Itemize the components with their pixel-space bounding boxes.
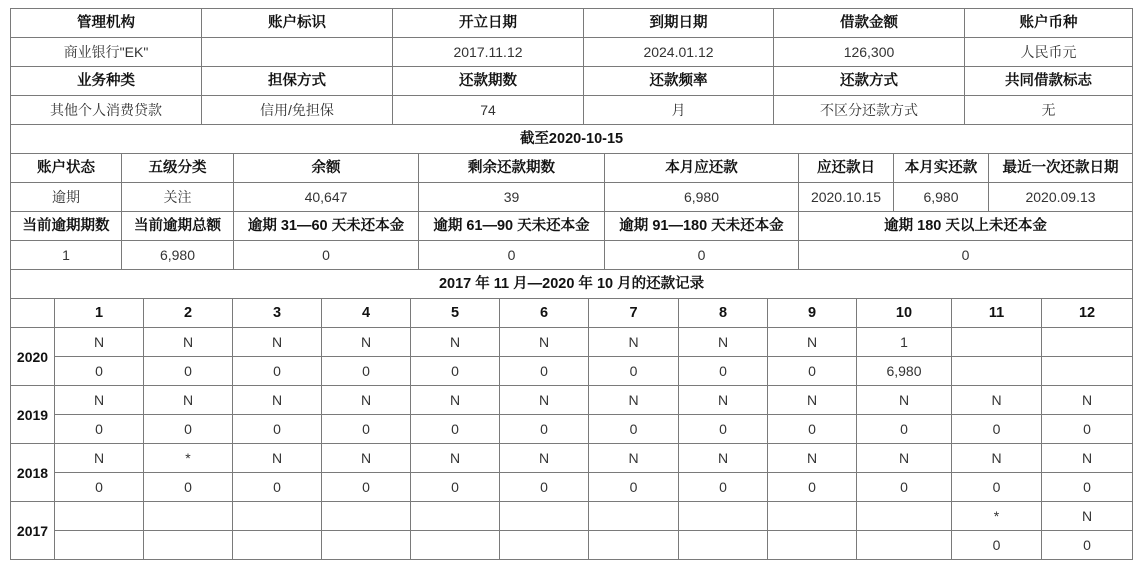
label-last-payment-date: 最近一次还款日期 bbox=[989, 154, 1133, 183]
label-due-date: 到期日期 bbox=[584, 9, 774, 38]
record-amount-cell: 0 bbox=[768, 473, 857, 502]
label-remaining-periods: 剩余还款期数 bbox=[419, 154, 605, 183]
label-account-status: 账户状态 bbox=[11, 154, 122, 183]
label-open-date: 开立日期 bbox=[393, 9, 584, 38]
record-amount-cell: 0 bbox=[679, 357, 768, 386]
as-of-row bbox=[11, 125, 1133, 154]
label-five-level-classification: 五级分类 bbox=[122, 154, 234, 183]
record-year: 2017 bbox=[11, 502, 55, 560]
record-amount-cell bbox=[857, 531, 952, 560]
record-status-cell: N bbox=[144, 386, 233, 415]
record-amount-cell: 0 bbox=[679, 415, 768, 444]
record-year: 2019 bbox=[11, 386, 55, 444]
record-status-cell: N bbox=[952, 444, 1042, 473]
record-status-cell bbox=[322, 502, 411, 531]
record-amount-cell: 0 bbox=[411, 415, 500, 444]
value-overdue-61-90-principal: 0 bbox=[419, 241, 605, 270]
record-amount-cell bbox=[768, 531, 857, 560]
record-amount-cell: 0 bbox=[768, 415, 857, 444]
record-amount-cell bbox=[322, 531, 411, 560]
record-year: 2020 bbox=[11, 328, 55, 386]
account-info-labels-row-2 bbox=[11, 67, 1133, 96]
record-amount-cell: 0 bbox=[55, 473, 144, 502]
record-amount-cell: 0 bbox=[55, 357, 144, 386]
record-status-cell: N bbox=[768, 386, 857, 415]
account-info-table bbox=[10, 8, 1133, 125]
record-amount-cell: 0 bbox=[589, 415, 679, 444]
record-status-cell bbox=[589, 502, 679, 531]
month-header-cell: 8 bbox=[679, 299, 768, 328]
record-amount-cell: 0 bbox=[1042, 473, 1133, 502]
record-status-cell bbox=[857, 502, 952, 531]
label-management-org: 管理机构 bbox=[11, 9, 202, 38]
label-repayment-frequency: 还款频率 bbox=[584, 67, 774, 96]
record-status-cell bbox=[952, 328, 1042, 357]
status-values-row-2 bbox=[11, 241, 1133, 270]
value-five-level-classification: 关注 bbox=[122, 183, 234, 212]
record-amount-cell: 0 bbox=[144, 415, 233, 444]
record-row-amount bbox=[11, 357, 1133, 386]
record-status-cell: N bbox=[679, 328, 768, 357]
record-status-cell bbox=[233, 502, 322, 531]
label-overdue-31-60-principal: 逾期 31—60 天未还本金 bbox=[234, 212, 419, 241]
record-amount-cell bbox=[144, 531, 233, 560]
value-current-overdue-periods: 1 bbox=[11, 241, 122, 270]
value-due-date: 2024.01.12 bbox=[584, 38, 774, 67]
record-status-cell: N bbox=[857, 444, 952, 473]
record-amount-cell: 0 bbox=[952, 415, 1042, 444]
value-repayment-periods: 74 bbox=[393, 96, 584, 125]
label-paid-this-month: 本月实还款 bbox=[894, 154, 989, 183]
month-header-cell: 5 bbox=[411, 299, 500, 328]
record-row-status bbox=[11, 386, 1133, 415]
record-status-cell: N bbox=[55, 328, 144, 357]
record-amount-cell: 0 bbox=[322, 357, 411, 386]
as-of-date-title: 截至2020-10-15 bbox=[11, 125, 1133, 154]
record-year: 2018 bbox=[11, 444, 55, 502]
record-status-cell: N bbox=[952, 386, 1042, 415]
record-amount-cell: 0 bbox=[233, 473, 322, 502]
label-due-this-month: 本月应还款 bbox=[605, 154, 799, 183]
record-status-cell: N bbox=[322, 328, 411, 357]
record-row-status bbox=[11, 502, 1133, 531]
record-status-cell: N bbox=[233, 386, 322, 415]
value-joint-borrowing-flag: 无 bbox=[965, 96, 1133, 125]
month-header-cell: 3 bbox=[233, 299, 322, 328]
label-current-overdue-periods: 当前逾期期数 bbox=[11, 212, 122, 241]
month-header-cell: 7 bbox=[589, 299, 679, 328]
record-amount-cell: 0 bbox=[857, 415, 952, 444]
record-status-cell: N bbox=[589, 328, 679, 357]
record-amount-cell: 0 bbox=[322, 415, 411, 444]
value-overdue-31-60-principal: 0 bbox=[234, 241, 419, 270]
value-repayment-frequency: 月 bbox=[584, 96, 774, 125]
record-amount-cell: 6,980 bbox=[857, 357, 952, 386]
value-account-id bbox=[202, 38, 393, 67]
record-status-cell: N bbox=[55, 386, 144, 415]
status-labels-row-1 bbox=[11, 154, 1133, 183]
repayment-record-title-row bbox=[11, 270, 1133, 299]
value-currency: 人民币元 bbox=[965, 38, 1133, 67]
record-amount-cell: 0 bbox=[144, 357, 233, 386]
account-info-labels-row-1 bbox=[11, 9, 1133, 38]
record-amount-cell: 0 bbox=[857, 473, 952, 502]
record-row-amount bbox=[11, 415, 1133, 444]
record-status-cell: N bbox=[679, 386, 768, 415]
month-header-cell: 10 bbox=[857, 299, 952, 328]
value-last-payment-date: 2020.09.13 bbox=[989, 183, 1133, 212]
record-status-cell: N bbox=[411, 444, 500, 473]
record-row-amount bbox=[11, 473, 1133, 502]
record-amount-cell: 0 bbox=[233, 357, 322, 386]
label-overdue-91-180-principal: 逾期 91—180 天未还本金 bbox=[605, 212, 799, 241]
value-remaining-periods: 39 bbox=[419, 183, 605, 212]
record-amount-cell: 0 bbox=[768, 357, 857, 386]
value-open-date: 2017.11.12 bbox=[393, 38, 584, 67]
month-header-cell: 1 bbox=[55, 299, 144, 328]
value-business-type: 其他个人消费贷款 bbox=[11, 96, 202, 125]
record-status-cell: N bbox=[233, 444, 322, 473]
value-balance: 40,647 bbox=[234, 183, 419, 212]
repayment-record-table bbox=[10, 269, 1133, 560]
value-overdue-91-180-principal: 0 bbox=[605, 241, 799, 270]
record-status-cell: N bbox=[1042, 444, 1133, 473]
account-status-table bbox=[10, 124, 1133, 270]
record-status-cell: N bbox=[500, 386, 589, 415]
record-status-cell: N bbox=[411, 386, 500, 415]
status-labels-row-2 bbox=[11, 212, 1133, 241]
label-business-type: 业务种类 bbox=[11, 67, 202, 96]
record-status-cell: N bbox=[233, 328, 322, 357]
record-status-cell: N bbox=[500, 444, 589, 473]
record-status-cell bbox=[1042, 328, 1133, 357]
record-amount-cell bbox=[589, 531, 679, 560]
account-info-values-row-2 bbox=[11, 96, 1133, 125]
record-status-cell: N bbox=[500, 328, 589, 357]
record-status-cell: N bbox=[55, 444, 144, 473]
status-values-row-1 bbox=[11, 183, 1133, 212]
label-current-overdue-amount: 当前逾期总额 bbox=[122, 212, 234, 241]
value-due-this-month: 6,980 bbox=[605, 183, 799, 212]
record-amount-cell: 0 bbox=[144, 473, 233, 502]
credit-account-report bbox=[10, 8, 1132, 560]
record-status-cell: N bbox=[768, 444, 857, 473]
value-current-overdue-amount: 6,980 bbox=[122, 241, 234, 270]
record-amount-cell: 0 bbox=[679, 473, 768, 502]
record-status-cell bbox=[500, 502, 589, 531]
record-status-cell: N bbox=[322, 444, 411, 473]
value-guarantee-method: 信用/免担保 bbox=[202, 96, 393, 125]
label-loan-amount: 借款金额 bbox=[774, 9, 965, 38]
record-row-status bbox=[11, 328, 1133, 357]
label-overdue-180-plus-principal: 逾期 180 天以上未还本金 bbox=[799, 212, 1133, 241]
year-column-header bbox=[11, 299, 55, 328]
record-amount-cell: 0 bbox=[589, 357, 679, 386]
record-status-cell: N bbox=[589, 386, 679, 415]
record-amount-cell: 0 bbox=[500, 357, 589, 386]
record-amount-cell bbox=[500, 531, 589, 560]
record-status-cell: N bbox=[1042, 502, 1133, 531]
month-header-cell: 11 bbox=[952, 299, 1042, 328]
record-status-cell: * bbox=[952, 502, 1042, 531]
record-amount-cell bbox=[1042, 357, 1133, 386]
record-amount-cell: 0 bbox=[55, 415, 144, 444]
record-status-cell: N bbox=[768, 328, 857, 357]
record-amount-cell: 0 bbox=[411, 357, 500, 386]
label-repayment-method: 还款方式 bbox=[774, 67, 965, 96]
label-currency: 账户币种 bbox=[965, 9, 1133, 38]
label-balance: 余额 bbox=[234, 154, 419, 183]
record-status-cell bbox=[679, 502, 768, 531]
record-status-cell: N bbox=[679, 444, 768, 473]
account-info-values-row-1 bbox=[11, 38, 1133, 67]
label-joint-borrowing-flag: 共同借款标志 bbox=[965, 67, 1133, 96]
value-loan-amount: 126,300 bbox=[774, 38, 965, 67]
label-account-id: 账户标识 bbox=[202, 9, 393, 38]
record-status-cell bbox=[768, 502, 857, 531]
record-status-cell bbox=[144, 502, 233, 531]
value-repayment-method: 不区分还款方式 bbox=[774, 96, 965, 125]
record-status-cell: 1 bbox=[857, 328, 952, 357]
record-status-cell: N bbox=[857, 386, 952, 415]
record-amount-cell bbox=[411, 531, 500, 560]
record-amount-cell bbox=[679, 531, 768, 560]
record-amount-cell: 0 bbox=[500, 473, 589, 502]
record-amount-cell: 0 bbox=[589, 473, 679, 502]
record-amount-cell: 0 bbox=[952, 473, 1042, 502]
record-amount-cell bbox=[233, 531, 322, 560]
record-amount-cell: 0 bbox=[1042, 415, 1133, 444]
record-status-cell: * bbox=[144, 444, 233, 473]
value-paid-this-month: 6,980 bbox=[894, 183, 989, 212]
record-amount-cell bbox=[55, 531, 144, 560]
value-management-org: 商业银行"EK" bbox=[11, 38, 202, 67]
record-amount-cell: 0 bbox=[1042, 531, 1133, 560]
record-amount-cell: 0 bbox=[322, 473, 411, 502]
record-status-cell bbox=[55, 502, 144, 531]
record-amount-cell bbox=[952, 357, 1042, 386]
value-overdue-180-plus-principal: 0 bbox=[799, 241, 1133, 270]
month-header-cell: 6 bbox=[500, 299, 589, 328]
record-amount-cell: 0 bbox=[500, 415, 589, 444]
record-status-cell: N bbox=[144, 328, 233, 357]
label-guarantee-method: 担保方式 bbox=[202, 67, 393, 96]
record-amount-cell: 0 bbox=[411, 473, 500, 502]
record-status-cell: N bbox=[411, 328, 500, 357]
label-payment-due-date: 应还款日 bbox=[799, 154, 894, 183]
record-status-cell: N bbox=[1042, 386, 1133, 415]
month-header-row bbox=[11, 299, 1133, 328]
record-status-cell: N bbox=[322, 386, 411, 415]
month-header-cell: 2 bbox=[144, 299, 233, 328]
label-overdue-61-90-principal: 逾期 61—90 天未还本金 bbox=[419, 212, 605, 241]
record-row-status bbox=[11, 444, 1133, 473]
record-status-cell: N bbox=[589, 444, 679, 473]
month-header-cell: 4 bbox=[322, 299, 411, 328]
repayment-record-title: 2017 年 11 月—2020 年 10 月的还款记录 bbox=[11, 270, 1133, 299]
record-status-cell bbox=[411, 502, 500, 531]
record-amount-cell: 0 bbox=[233, 415, 322, 444]
record-row-amount bbox=[11, 531, 1133, 560]
value-account-status: 逾期 bbox=[11, 183, 122, 212]
month-header-cell: 9 bbox=[768, 299, 857, 328]
label-repayment-periods: 还款期数 bbox=[393, 67, 584, 96]
month-header-cell: 12 bbox=[1042, 299, 1133, 328]
value-payment-due-date: 2020.10.15 bbox=[799, 183, 894, 212]
record-amount-cell: 0 bbox=[952, 531, 1042, 560]
